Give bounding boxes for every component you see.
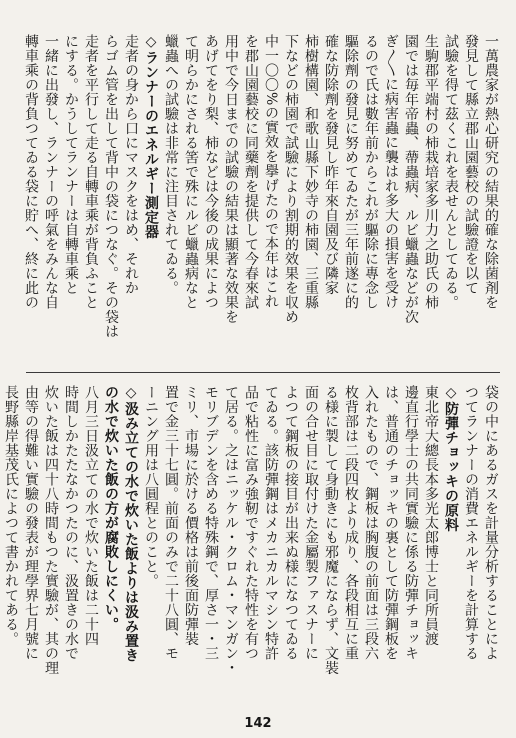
text-column: 走者の身から口にマスクをはめ、それか [123, 34, 139, 295]
lower-text-block [3, 385, 500, 715]
text-column: つてランナーの消費エネルギーを計算する [463, 385, 479, 661]
text-column: 下などの柿園で試驗により割期的效果を収め [283, 34, 299, 324]
text-column: 轉車乘の背負つてゐる袋に貯へ、終に此の [23, 34, 39, 310]
text-column: あげてをり梨、柿などは今後の成果によつ [203, 34, 219, 310]
text-column: 八月三日汲立ての水で炊いた飯は二十四 [83, 385, 99, 646]
text-column: モリブデンを含める特殊鋼で、厚さ一・三 [203, 385, 219, 661]
text-column: ぎ〳〵に病害蟲に襲はれ多大の損害を受け [383, 34, 399, 309]
text-column: 入れたもので、鋼板は胸腹の前面は三段六 [363, 385, 379, 661]
text-column: てゐる。該防彈鋼はメカニカルマシン特許 [263, 385, 279, 661]
text-column: 東北帝大總長本多光太郎博士と同所員渡 [423, 385, 439, 646]
text-column: 時間しかたたなかつたのに、汲置きの水で [63, 385, 79, 661]
text-column: ーニング用は八圓程とのこと。 [143, 385, 159, 588]
text-column: らゴム管を出して背中の袋につなぐ。その袋は [103, 34, 119, 339]
text-column: る様に製して身動きにも邪魔にならず、文裝 [323, 385, 339, 675]
text-column: 枚背部は二段四枚より成り、各段相互に重 [343, 385, 359, 661]
text-column: 確な防除劑を發見し昨年來自園及び隣家 [323, 34, 339, 295]
text-column: 品で粘性に富み強靭ですぐれた特性を有つ [243, 385, 259, 661]
section-heading: ◇汲み立ての水で炊いた飯よりは汲み置き [123, 385, 139, 663]
page-number: 142 [244, 716, 272, 731]
text-column: 生駒郡平端村の柿栽培家多川力之助氏の柿 [423, 34, 439, 310]
text-column: 置で金三十七圓。前面のみで二十八圓、モ [163, 385, 179, 661]
text-column: 發見して縣立郡山園藝校の試驗證を以て [463, 34, 479, 295]
text-column: 試驗を得て茲くこれを表せんとしてゐる。 [443, 34, 459, 310]
text-column: 邊直行學士の共同實驗に係る防彈チョッキ [403, 385, 419, 661]
text-column: 由等の得難い實驗の發表が理學界七月號に [23, 385, 39, 661]
text-column: 驅除劑の發見に努めてゐたが三年前遂に的 [343, 34, 359, 310]
text-column: 園では毎年帝蟲、蔕蟲病、ルビ蠟蟲などが次 [403, 34, 419, 324]
text-column: 一萬農家が熱心研究の結果的確な除菌剤を [483, 34, 499, 310]
text-column: 一緒に出發し、ランナーの呼氣をみんな自 [43, 34, 59, 310]
text-column: 用中で今日までの試驗の結果は顯著な效果を [223, 34, 239, 324]
text-column: 柿樹構園、和歌山縣下妙寺の柿園、三重縣 [303, 34, 319, 310]
text-column: 蠟蟲への試驗は非常に注目されてゐる。 [163, 34, 179, 295]
text-column: にする。かうしてランナーは自轉車乘と [63, 34, 79, 295]
text-column: は、普通のチョッキの裏として防彈鋼板を [383, 385, 399, 661]
text-column: 炊いた飯は四十八時間もつた實驗が、其の理 [43, 385, 59, 675]
text-column: て居る。之はニッケル・クロム・マンガン・ [223, 385, 239, 675]
section-divider [26, 372, 500, 373]
text-column: 走者を平行して走る自轉車乘が背負ふこと [83, 34, 99, 310]
text-column: るので氏は數年前からこれが驅除に專念し [363, 34, 379, 310]
text-column: 袋の中にあるガスを計量分析することによ [483, 385, 499, 661]
text-column: 長野縣岸基茂氏によつて書かれてある。 [3, 385, 19, 646]
text-column: ミリ、市場に於ける價格は前後面防彈裝 [183, 385, 199, 646]
section-heading: の水で炊いた飯の方が腐敗しにくい。 [103, 385, 119, 632]
text-column: 中一〇〇%の實效を擧げたので本年はこれ [263, 34, 279, 309]
section-heading: ◇防彈チョッキの原料 [443, 385, 459, 532]
text-column: て明らかにされる筈で殊にルビ蠟蟲病なと [183, 34, 199, 310]
upper-text-block [23, 34, 500, 364]
section-heading: ◇ランナーのエネルギー測定器 [143, 34, 159, 239]
text-column: を郡山園藝校に同藥劑を提供して今春來試 [243, 34, 259, 310]
text-column: 面の合せ目に取付けた金屬製ファスナーに [303, 385, 319, 661]
text-column: よつて鋼板の接目が出来ぬ様になつてゐる [283, 385, 299, 661]
